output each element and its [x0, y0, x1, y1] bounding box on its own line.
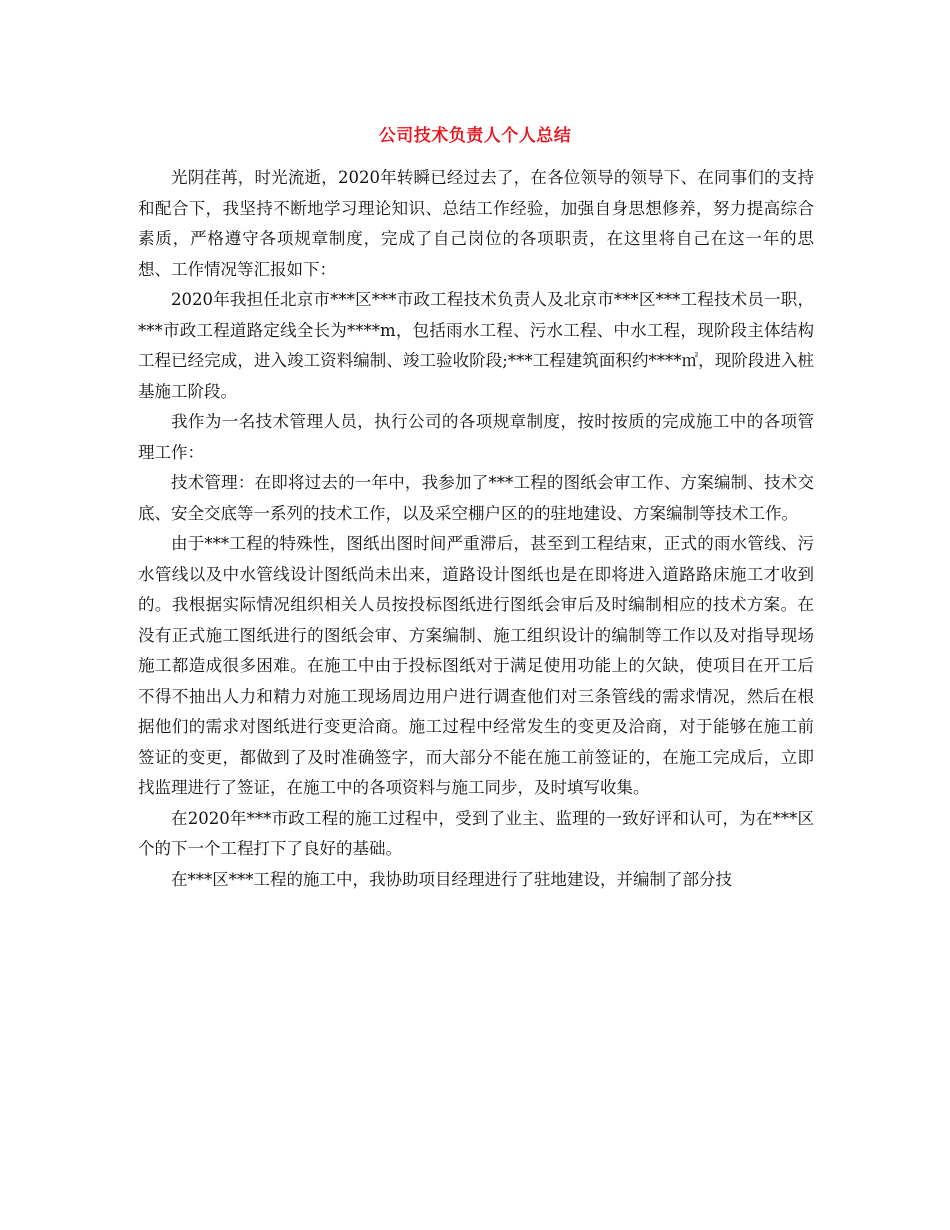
paragraph: 在***区***工程的施工中，我协助项目经理进行了驻地建设，并编制了部分技 [171, 869, 732, 889]
document-body [138, 163, 814, 895]
paragraph: 我作为一名技术管理人员，执行公司的各项规章制度，按时按质的完成施工中的各项管理工作： [138, 412, 814, 462]
paragraph: 技术管理：在即将过去的一年中，我参加了***工程的图纸会审工作、方案编制、技术交底、安全交底等一系列的技术工作，以及采空棚户区的的驻地建设、方案编制等技术工作。 [138, 473, 814, 523]
document-title: 公司技术负责人个人总结 [378, 126, 572, 146]
paragraph: 光阴荏苒，时光流逝，2020年转瞬已经过去了，在各位领导的领导下、在同事们的支持和配合下，我坚持不断地学习理论知识、总结工作经验，加强自身思想修养，努力提高综合素质，严格遵守各项规章制度，完成了自己岗位的各项职责，在这里将自己在这一年的思想、工作情况等汇报如下： [138, 168, 814, 279]
paragraph: 由于***工程的特殊性，图纸出图时间严重滞后，甚至到工程结束，正式的雨水管线、污水管线以及中水管线设计图纸尚未出来，道路设计图纸也是在即将进入道路路床施工才收到的。我根据实际情况组织相关人员按投标图纸进行图纸会审后及时编制相应的技术方案。在没有正式施工图纸进行的图纸会审、方案编制、施工组织设计的编制等工作以及对指导现场施工都造成很多困难。在施工中由于投标图纸对于满足使用功能上的欠缺，使项目在开工后不得不抽出人力和精力对施工现场周边用户进行调查他们对三条管线的需求情况，然后在根据他们的需求对图纸进行变更洽商。施工过程中经常发生的变更及洽商，对于能够在施工前签证的变更，都做到了及时准确签字，而大部分不能在施工前签证的，在施工完成后，立即找监理进行了签证，在施工中的各项资料与施工同步，及时填写收集。 [138, 534, 814, 797]
paragraph: 在2020年***市政工程的施工过程中，受到了业主、监理的一致好评和认可，为在***区个的下一个工程打下了良好的基础。 [138, 808, 814, 858]
paragraph: 2020年我担任北京市***区***市政工程技术负责人及北京市***区***工程技术员一职，***市政工程道路定线全长为****m，包括雨水工程、污水工程、中水工程，现阶段主体结构工程已经完成，进入竣工资料编制、竣工验收阶段;***工程建筑面积约****㎡，现阶段进入桩基施工阶段。 [138, 290, 814, 401]
